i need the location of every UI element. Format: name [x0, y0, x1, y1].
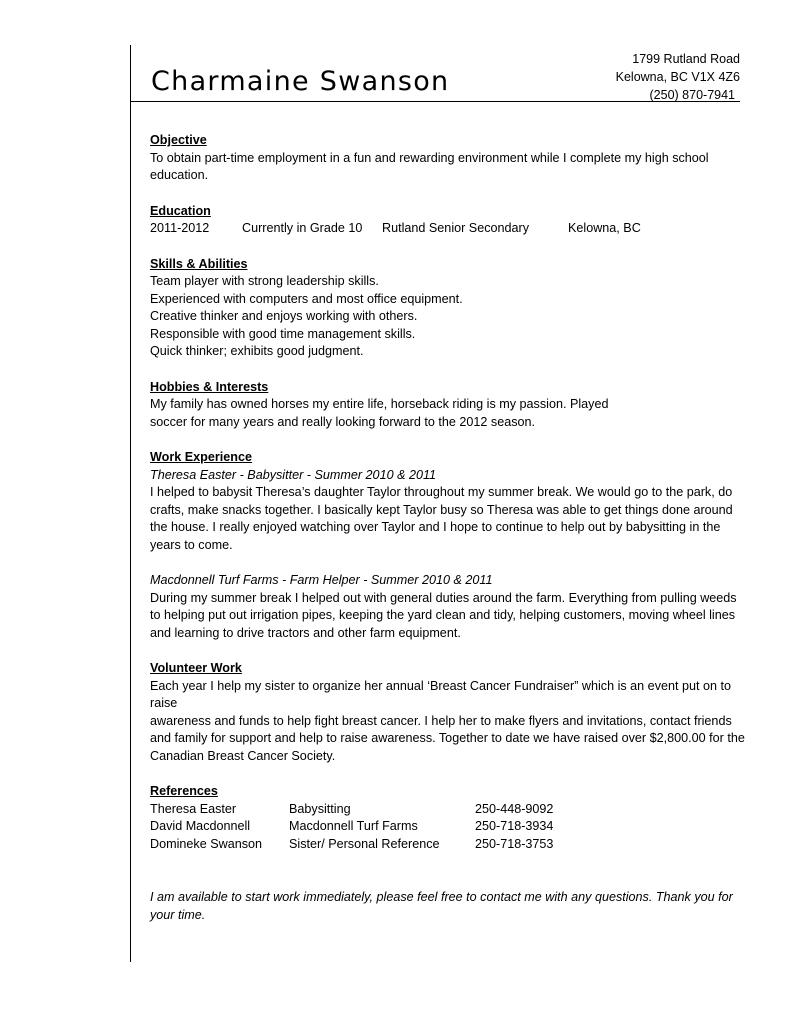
skill-item: Creative thinker and enjoys working with others.: [150, 309, 418, 323]
address-line-2: Kelowna, BC V1X 4Z6: [615, 70, 740, 84]
skills-section: [150, 256, 750, 361]
objective-heading: Objective: [150, 133, 207, 147]
volunteer-text-line: Each year I help my sister to organize her annual ‘Breast Cancer Fundraiser” which is an event put on to raise: [150, 678, 732, 710]
skill-item: Experienced with computers and most office equipment.: [150, 291, 463, 306]
reference-phone: 250-718-3753: [475, 836, 554, 851]
education-grade: Currently in Grade 10: [242, 221, 363, 235]
reference-role: Sister/ Personal Reference: [289, 836, 440, 851]
closing-statement: I am available to start work immediately, please feel free to contact me with any questions. Thank you for your time.: [150, 890, 733, 922]
contact-block: [616, 50, 740, 104]
left-margin-rule: [130, 45, 131, 962]
education-row: [150, 220, 750, 238]
education-years: 2011-2012: [150, 221, 210, 235]
reference-row: [150, 836, 750, 854]
references-heading: References: [150, 784, 218, 798]
references-section: [150, 783, 750, 853]
objective-text: To obtain part-time employment in a fun and rewarding environment while I complete my high school education.: [150, 150, 709, 182]
work-heading: Work Experience: [150, 450, 252, 464]
education-school: Rutland Senior Secondary: [382, 221, 530, 235]
education-heading: Education: [150, 203, 211, 218]
job-title: Macdonnell Turf Farms - Farm Helper - Summer 2010 & 2011: [150, 573, 493, 587]
volunteer-heading: Volunteer Work: [150, 661, 242, 675]
reference-phone: 250-448-9092: [475, 801, 554, 816]
work-section: [150, 449, 750, 642]
hobbies-text-line: soccer for many years and really looking forward to the 2012 season.: [150, 414, 536, 429]
phone-number: (250) 870-7941: [649, 88, 735, 102]
reference-name: Domineke Swanson: [150, 836, 263, 851]
hobbies-heading: Hobbies & Interests: [150, 379, 269, 394]
volunteer-text-line: awareness and funds to help fight breast cancer. I help her to make flyers and invitations, contact friends and family for support and help to raise awareness. Together to date we have raised over $2,800.00 for the Canadian Breast Cancer Society.: [150, 713, 745, 763]
reference-name: David Macdonnell: [150, 819, 251, 833]
job-description: I helped to babysit Theresa’s daughter Taylor throughout my summer break. We would go to the park, do crafts, make snacks together. I basically kept Taylor busy so Theresa was able to get things done around the house. I really enjoyed watching over Taylor and I hope to continue to help out by babysitting in the years to come.: [150, 485, 733, 552]
reference-role: Babysitting: [289, 801, 351, 816]
applicant-name: Charmaine Swanson: [151, 66, 450, 97]
resume-body: [150, 132, 750, 924]
hobbies-section: [150, 379, 750, 432]
address-line-1: 1799 Rutland Road: [632, 52, 740, 66]
volunteer-section: [150, 660, 750, 765]
reference-phone: 250-718-3934: [475, 819, 554, 833]
skill-item: Responsible with good time management skills.: [150, 326, 416, 341]
education-section: [150, 203, 750, 238]
reference-role: Macdonnell Turf Farms: [289, 819, 418, 833]
reference-row: [150, 801, 750, 819]
reference-name: Theresa Easter: [150, 801, 237, 816]
reference-row: [150, 818, 750, 836]
job-title: Theresa Easter - Babysitter - Summer 2010 & 2011: [150, 467, 437, 482]
skill-item: Team player with strong leadership skills.: [150, 274, 379, 288]
hobbies-text-line: My family has owned horses my entire life, horseback riding is my passion. Played: [150, 397, 609, 411]
objective-section: [150, 132, 750, 185]
skill-item: Quick thinker; exhibits good judgment.: [150, 344, 364, 358]
skills-heading: Skills & Abilities: [150, 256, 248, 271]
job-description: During my summer break I helped out with general duties around the farm. Everything from pulling weeds to helping put out irrigation pipes, keeping the yard clean and tidy, helping customers, moving wheel lines and learning to drive tractors and other farm equipment.: [150, 590, 737, 640]
education-location: Kelowna, BC: [568, 221, 641, 235]
